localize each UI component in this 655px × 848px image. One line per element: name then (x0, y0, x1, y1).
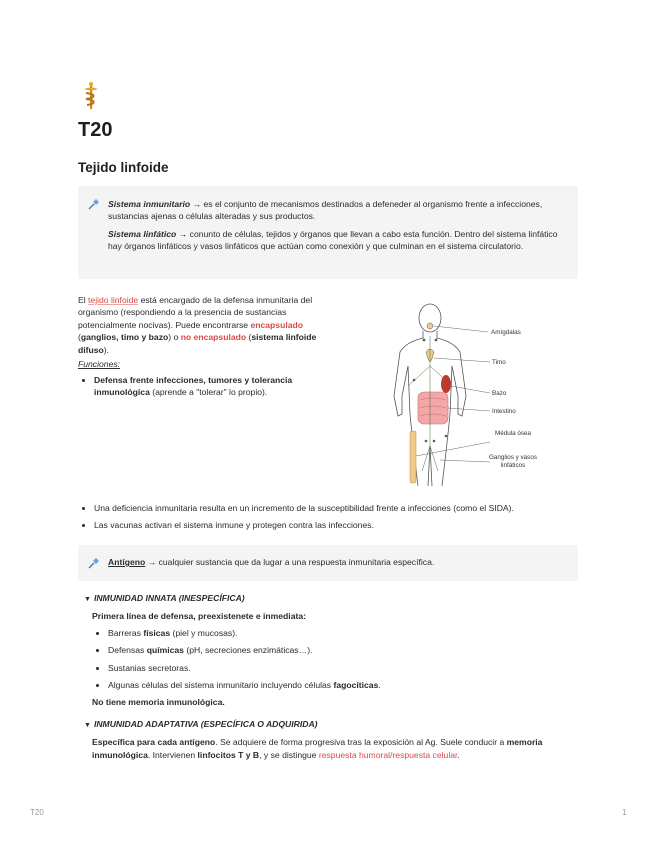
toggle-adaptativa-header[interactable]: ▼ INMUNIDAD ADAPTATIVA (ESPECÍFICA O ADQUIRIDA) (84, 718, 584, 731)
list-item: • Algunas células del sistema inmunitario incluyendo células fagocíticas. (108, 679, 584, 691)
label-bazo: Bazo (492, 390, 507, 397)
toggle-innata (84, 592, 584, 709)
toggle-innata-header[interactable]: ▼ INMUNIDAD INNATA (INESPECÍFICA) (84, 592, 584, 605)
page-title: T20 (78, 119, 113, 141)
definition-sistema-linfatico: → conunto de células, tejidos y órganos que llevan a cabo esta función. Dentro del sistema linfático hay órganos linfáticos y vasos linfáticos que actúan como conexión y que culminan en el sistema circulatorio. (108, 228, 558, 252)
label-medula-osea: Médula ósea (494, 430, 532, 437)
definition-antigeno: → cualquier sustancia que da lugar a una respuesta inmunitaria específica. (145, 557, 435, 567)
term-sistema-linfatico: Sistema linfático (108, 228, 177, 239)
label-timo: Timo (492, 359, 506, 366)
list-item: • Defensas químicas (pH, secreciones enzimáticas…). (108, 644, 584, 656)
definitions-callout (78, 186, 578, 279)
list-item: • Las vacunas activan el sistema inmune y protegen contra las infecciones. (94, 519, 614, 531)
intro-paragraph: El tejido linfoide está encargado de la defensa inmunitaria del organismo (respondiendo a la presencia de sustancias potencialmente nocivas). Puede encontrarse encapsulado (ganglios, timo y bazo) o no encapsulado (sistema linfoide difuso). (78, 295, 317, 355)
tejido-linfoide-link[interactable]: tejido linfoide (88, 295, 139, 305)
innata-intro: Primera línea de defensa, preexistenete e inmediata: (92, 611, 306, 622)
caduceus-icon (80, 82, 102, 110)
no-encapsulado-highlight: no encapsulado (180, 332, 247, 343)
triangle-down-icon[interactable]: ▼ (84, 596, 91, 603)
list-item: • Barreras físicas (piel y mucosas). (108, 627, 584, 639)
antigeno-callout (78, 545, 578, 581)
term-antigeno[interactable]: Antígeno (108, 557, 146, 567)
general-bullets (78, 502, 614, 537)
list-item: • Defensa frente infecciones, tumores y tolerancia inmunológica (aprende a "tolerar" lo propio). (94, 374, 328, 399)
triangle-down-icon[interactable]: ▼ (84, 722, 91, 729)
encapsulado-highlight: encapsulado (250, 319, 304, 330)
innata-closing: No tiene memoria inmunológica. (92, 697, 225, 708)
funciones-label: Funciones: (78, 359, 121, 370)
page-number: 1 (622, 808, 627, 817)
pin-icon (87, 557, 100, 570)
label-amigdalas: Amígdalas (491, 329, 521, 336)
label-intestino: Intestino (492, 408, 516, 415)
intro-text (78, 294, 328, 401)
adaptativa-paragraph: Específica para cada antígeno. Se adquiere de forma progresiva tras la exposición al Ag. Suele conducir a memoria inmunológica. Intervienen linfocitos T y B, y se distingue respuesta humoral/respuesta celular. (92, 737, 543, 760)
pin-icon (87, 198, 100, 211)
label-ganglios-vasos: Ganglios y vasos linfáticos (489, 454, 537, 470)
list-item: • Sustanias secretoras. (108, 662, 584, 674)
lymphatic-system-figure (388, 296, 538, 486)
respuesta-highlight: respuesta humoral/respuesta celular (318, 749, 458, 760)
definition-sistema-inmunitario: → es el conjunto de mecanismos destinados a defeneder al organismo frente a infecciones, sustancias ajenas o células alteradas y sus productos. (108, 199, 543, 222)
list-item: • Una deficiencia inmunitaria resulta en un incremento de la susceptibilidad frente a infecciones (como el SIDA). (94, 502, 614, 514)
toggle-adaptativa (84, 718, 584, 761)
term-sistema-inmunitario: Sistema inmunitario (108, 199, 191, 209)
section-title: Tejido linfoide (78, 160, 169, 175)
footer-title: T20 (30, 808, 44, 817)
